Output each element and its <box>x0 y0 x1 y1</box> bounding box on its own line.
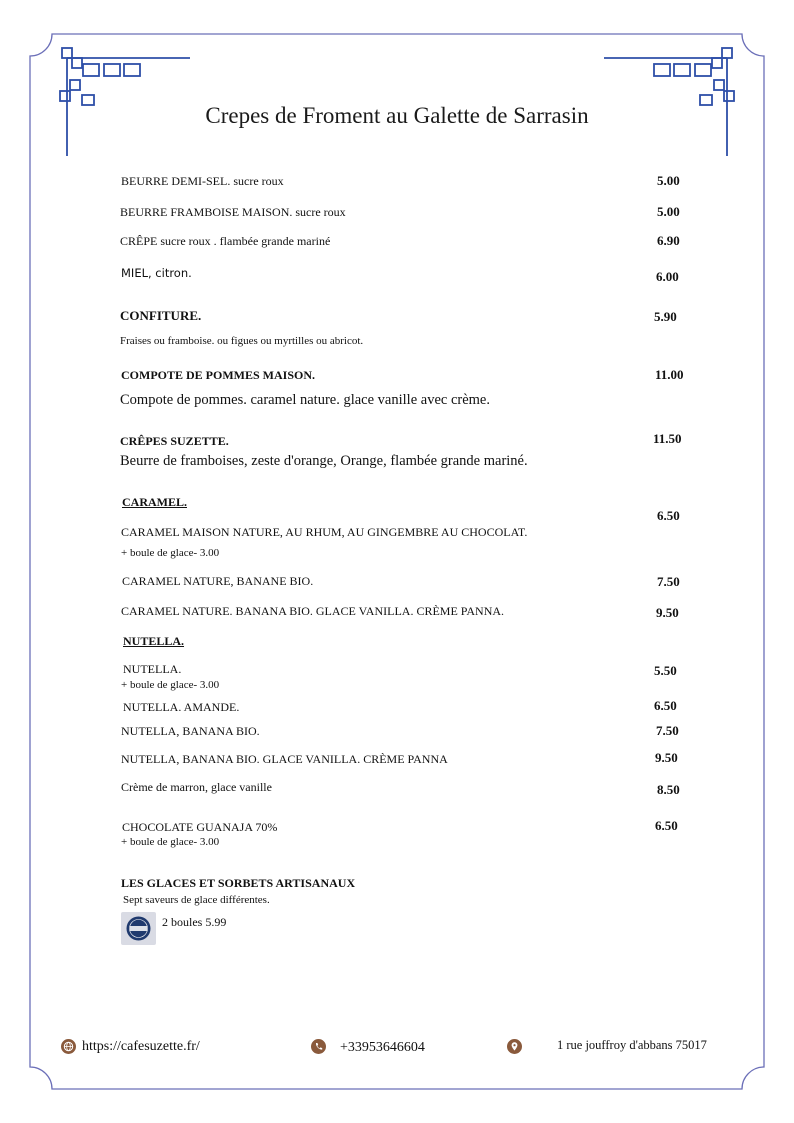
menu-item-label: MIEL, citron. <box>121 266 192 280</box>
menu-item-price: 5.00 <box>657 204 680 219</box>
menu-item-label: BEURRE DEMI-SEL. sucre roux <box>121 174 284 188</box>
confiture-price: 5.90 <box>654 309 677 324</box>
menu-item-price: 8.50 <box>657 782 680 797</box>
menu-item-price: 7.50 <box>656 723 679 738</box>
menu-item-label: CARAMEL NATURE. BANANA BIO. GLACE VANILLA. CRÈME PANNA. <box>121 604 505 618</box>
suzette-heading: CRÊPES SUZETTE. <box>120 434 229 448</box>
menu-item-price: 6.50 <box>657 508 680 523</box>
menu-item-price: 7.50 <box>657 574 680 589</box>
nutella-heading: NUTELLA. <box>123 634 185 648</box>
menu-item-price: 6.90 <box>657 233 680 248</box>
menu-item-label: NUTELLA. <box>123 662 182 676</box>
menu-item-price: 5.50 <box>654 663 677 678</box>
glaces-heading: LES GLACES ET SORBETS ARTISANAUX <box>121 876 356 890</box>
menu-item-price: 6.00 <box>656 269 679 284</box>
menu-item-label: NUTELLA. AMANDE. <box>123 700 240 714</box>
menu-item-price: 9.50 <box>656 605 679 620</box>
menu-item-price: 6.50 <box>654 698 677 713</box>
glaces-price-line: 2 boules 5.99 <box>162 915 227 929</box>
compote-heading: COMPOTE DE POMMES MAISON. <box>121 368 315 382</box>
address: 1 rue jouffroy d'abbans 75017 <box>557 1038 707 1052</box>
globe-icon <box>61 1039 76 1054</box>
menu-item-label: CARAMEL MAISON NATURE, AU RHUM, AU GINGEMBRE AU CHOCOLAT. <box>121 525 528 539</box>
glaces-description: Sept saveurs de glace différentes. <box>123 894 270 906</box>
menu-item-label: BEURRE FRAMBOISE MAISON. sucre roux <box>120 205 346 219</box>
caramel-heading: CARAMEL. <box>122 495 187 509</box>
location-pin-icon <box>507 1039 522 1054</box>
glaciers-francais-logo <box>121 912 156 945</box>
menu-item-label: NUTELLA, BANANA BIO. <box>121 724 260 738</box>
website-link[interactable]: https://cafesuzette.fr/ <box>82 1039 200 1054</box>
menu-item-price: 9.50 <box>655 750 678 765</box>
confiture-heading: CONFITURE. <box>120 308 202 323</box>
menu-item-extra: + boule de glace- 3.00 <box>121 547 220 559</box>
menu-item-label: CRÊPE sucre roux . flambée grande mariné <box>120 234 331 248</box>
menu-item-label: Crème de marron, glace vanille <box>121 780 272 794</box>
compote-description: Compote de pommes. caramel nature. glace vanille avec crème. <box>120 392 490 408</box>
menu-item-extra: + boule de glace- 3.00 <box>121 679 220 691</box>
menu-item-price: 6.50 <box>655 818 678 833</box>
phone-icon <box>311 1039 326 1054</box>
suzette-description: Beurre de framboises, zeste d'orange, Orange, flambée grande mariné. <box>120 453 528 469</box>
menu-item-extra: + boule de glace- 3.00 <box>121 836 220 848</box>
page-title: Crepes de Froment au Galette de Sarrasin <box>205 103 589 128</box>
menu-item-label: CARAMEL NATURE, BANANE BIO. <box>122 574 314 588</box>
menu-item-price: 5.00 <box>657 173 680 188</box>
menu-item-label: CHOCOLATE GUANAJA 70% <box>122 820 278 834</box>
confiture-description: Fraises ou framboise. ou figues ou myrtilles ou abricot. <box>120 335 364 347</box>
phone-number[interactable]: +33953646604 <box>340 1040 425 1055</box>
menu-item-label: NUTELLA, BANANA BIO. GLACE VANILLA. CRÈME PANNA <box>121 752 448 766</box>
suzette-price: 11.50 <box>653 431 682 446</box>
compote-price: 11.00 <box>655 367 684 382</box>
